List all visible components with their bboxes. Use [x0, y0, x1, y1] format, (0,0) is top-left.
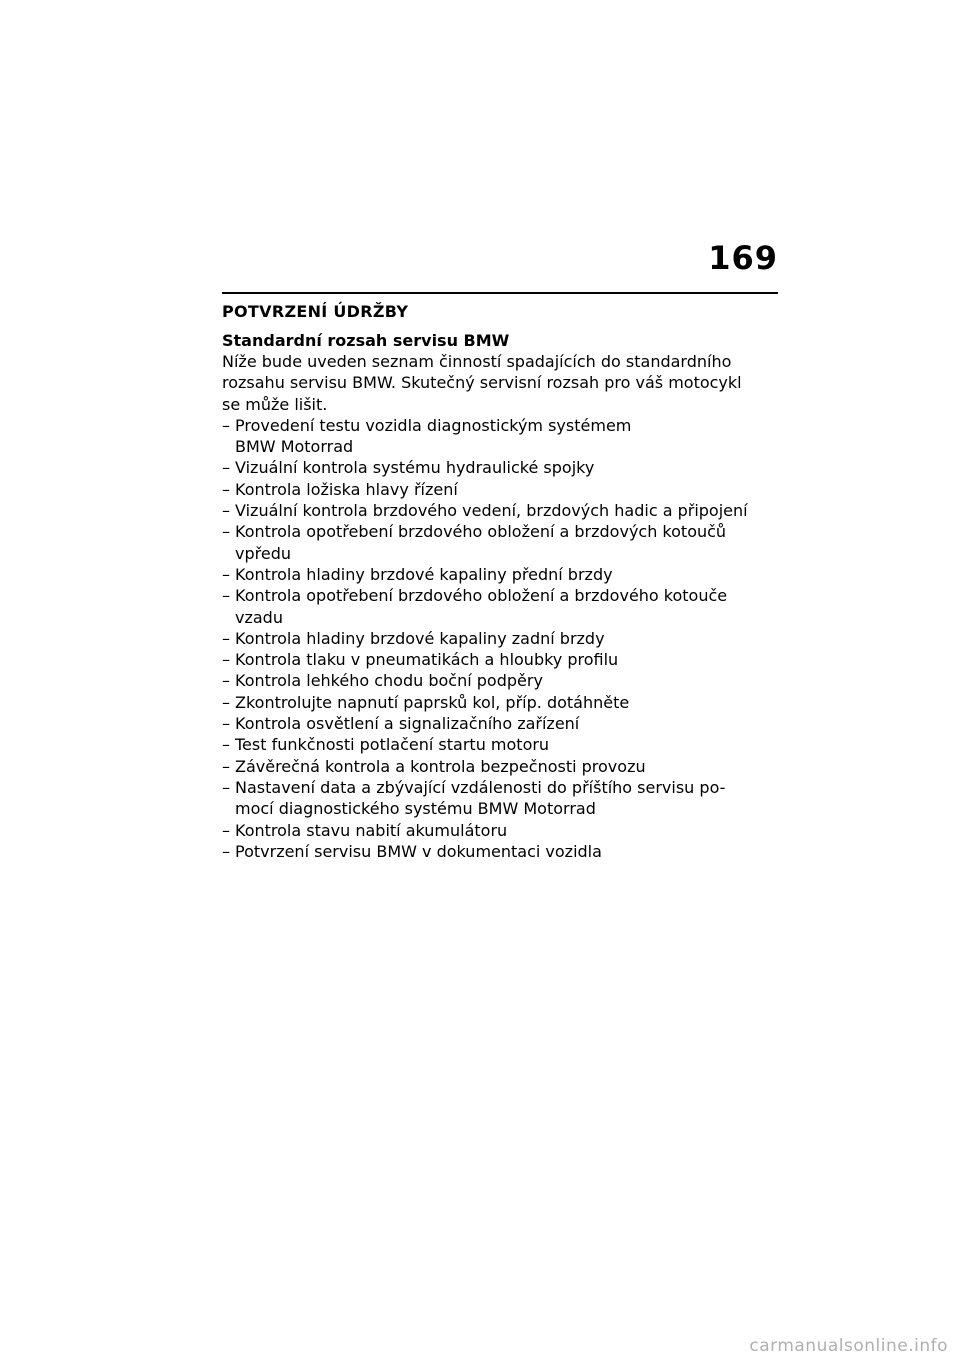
section-divider: [222, 292, 778, 294]
subsection-title: Standardní rozsah servisu BMW: [222, 331, 510, 350]
page-number: 169: [708, 239, 778, 277]
list-dash: –: [222, 479, 230, 499]
service-task-item: [222, 713, 778, 734]
list-dash: –: [222, 841, 230, 861]
service-task-text: Zkontrolujte napnutí paprsků kol, příp. dotáhněte: [235, 692, 630, 712]
service-task-item: [222, 457, 778, 478]
service-task-item: [222, 734, 778, 755]
service-task-text: Kontrola opotřebení brzdového obložení a brzdových kotoučů: [235, 522, 727, 542]
watermark: carmanualsonline.info: [749, 1336, 948, 1356]
service-task-item: [222, 500, 778, 521]
service-task-item: [222, 841, 778, 862]
intro-line: rozsahu servisu BMW. Skutečný servisní rozsah pro váš motocykl: [222, 373, 742, 393]
service-task-item: [222, 564, 778, 585]
service-task-text: Test funkčnosti potlačení startu motoru: [235, 735, 550, 755]
service-task-item: [222, 479, 778, 500]
page-content: [222, 292, 778, 862]
list-dash: –: [222, 415, 230, 435]
list-dash: –: [222, 650, 230, 670]
service-task-item: [222, 628, 778, 649]
service-task-item: [222, 585, 778, 628]
service-task-text: BMW Motorrad: [235, 437, 354, 457]
list-dash: –: [222, 501, 230, 521]
service-task-text: vzadu: [235, 607, 283, 627]
service-task-item: [222, 521, 778, 564]
list-dash: –: [222, 692, 230, 712]
list-dash: –: [222, 564, 230, 584]
list-dash: –: [222, 586, 230, 606]
service-task-list: [222, 415, 778, 862]
service-task-item: [222, 820, 778, 841]
service-task-item: [222, 692, 778, 713]
section-title: POTVRZENÍ ÚDRŽBY: [222, 302, 409, 321]
service-task-text: Kontrola hladiny brzdové kapaliny zadní brzdy: [235, 628, 605, 648]
service-task-text: Kontrola stavu nabití akumulátoru: [235, 820, 508, 840]
intro-line: se může lišit.: [222, 394, 328, 414]
list-dash: –: [222, 756, 230, 776]
service-task-text: Kontrola ložiska hlavy řízení: [235, 479, 458, 499]
service-task-item: [222, 415, 778, 458]
intro-line: Níže bude uveden seznam činností spadajících do standardního: [222, 352, 732, 371]
list-dash: –: [222, 671, 230, 691]
list-dash: –: [222, 522, 230, 542]
service-task-text: vpředu: [235, 543, 291, 563]
service-task-item: [222, 756, 778, 777]
service-task-text: Kontrola opotřebení brzdového obložení a brzdového kotouče: [235, 586, 728, 606]
list-dash: –: [222, 735, 230, 755]
service-task-text: Potvrzení servisu BMW v dokumentaci vozidla: [235, 841, 602, 861]
service-task-item: [222, 670, 778, 691]
service-task-item: [222, 777, 778, 820]
service-task-item: [222, 649, 778, 670]
service-task-text: mocí diagnostického systému BMW Motorrad: [235, 799, 596, 819]
list-dash: –: [222, 777, 230, 797]
service-task-text: Vizuální kontrola brzdového vedení, brzdových hadic a připojení: [235, 501, 748, 521]
service-task-text: Kontrola hladiny brzdové kapaliny přední brzdy: [235, 564, 613, 584]
list-dash: –: [222, 628, 230, 648]
intro-paragraph: [222, 351, 778, 415]
service-task-text: Kontrola tlaku v pneumatikách a hloubky profilu: [235, 650, 619, 670]
service-task-text: Kontrola osvětlení a signalizačního zařízení: [235, 714, 580, 734]
list-dash: –: [222, 714, 230, 734]
list-dash: –: [222, 820, 230, 840]
service-task-text: Kontrola lehkého chodu boční podpěry: [235, 671, 543, 691]
service-task-text: Nastavení data a zbývající vzdálenosti do příštího servisu po-: [235, 777, 726, 797]
service-task-text: Vizuální kontrola systému hydraulické spojky: [235, 458, 595, 478]
service-task-text: Závěrečná kontrola a kontrola bezpečnosti provozu: [235, 756, 646, 776]
list-dash: –: [222, 458, 230, 478]
service-task-text: Provedení testu vozidla diagnostickým systémem: [235, 415, 632, 435]
